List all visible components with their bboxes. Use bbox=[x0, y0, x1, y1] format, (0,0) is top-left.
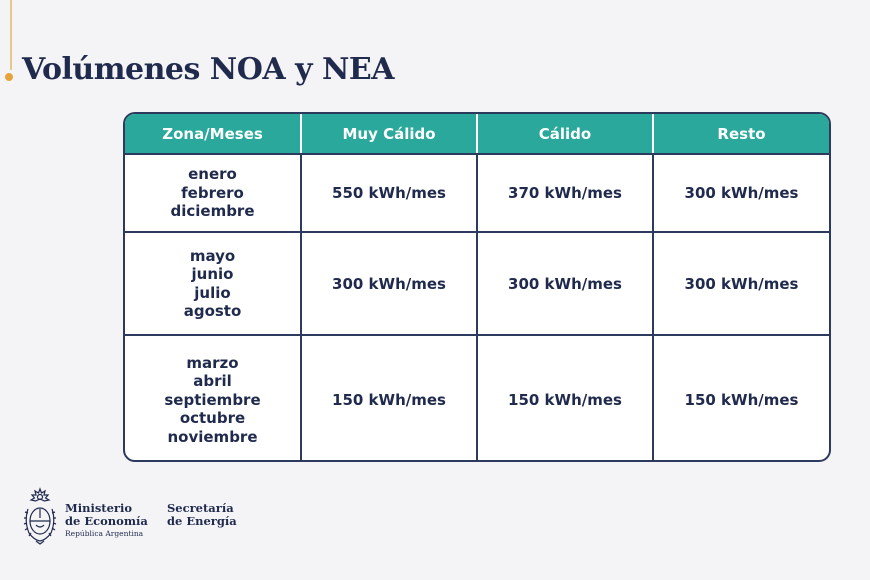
table-row bbox=[125, 232, 829, 335]
value-cell-resto: 300 kWh/mes bbox=[653, 232, 829, 335]
value-cell-resto: 300 kWh/mes bbox=[653, 154, 829, 232]
value-cell-muy-calido: 150 kWh/mes bbox=[301, 335, 477, 462]
argentina-coat-of-arms-icon bbox=[22, 487, 58, 547]
months-cell bbox=[125, 335, 301, 462]
value-cell-calido: 150 kWh/mes bbox=[477, 335, 653, 462]
month-label: julio bbox=[194, 283, 231, 302]
table-row bbox=[125, 335, 829, 462]
month-label: octubre bbox=[179, 409, 246, 428]
table-row bbox=[125, 154, 829, 232]
value-cell-resto: 150 kWh/mes bbox=[684, 391, 799, 409]
month-label: febrero bbox=[181, 183, 244, 202]
value-cell-calido: 300 kWh/mes bbox=[477, 232, 653, 335]
month-label: agosto bbox=[183, 302, 242, 320]
header-calido: Cálido bbox=[477, 114, 653, 154]
table-header-row bbox=[125, 114, 829, 154]
header-zona-meses: Zona/Meses bbox=[125, 114, 301, 154]
value-cell-calido: 370 kWh/mes bbox=[477, 154, 653, 232]
accent-line bbox=[10, 0, 12, 70]
month-label: septiembre bbox=[164, 390, 261, 409]
month-label: diciembre bbox=[170, 202, 255, 221]
value-cell-muy-calido: 550 kWh/mes bbox=[301, 154, 477, 232]
ministerio-line3: República Argentina bbox=[65, 529, 144, 538]
months-cell bbox=[125, 232, 301, 335]
month-label: marzo bbox=[186, 353, 239, 372]
consumption-table bbox=[123, 112, 831, 462]
header-resto: Resto bbox=[653, 114, 829, 154]
month-label: abril bbox=[193, 372, 232, 391]
page-title: Volúmenes NOA y NEA bbox=[22, 52, 395, 87]
secretaria-line1: Secretaría bbox=[167, 501, 234, 515]
header-muy-calido: Muy Cálido bbox=[301, 114, 477, 154]
ministerio-line1: Ministerio bbox=[65, 501, 133, 515]
month-label: enero bbox=[188, 165, 237, 184]
month-label: mayo bbox=[189, 246, 236, 265]
month-label: junio bbox=[191, 265, 234, 283]
value-cell-muy-calido: 300 kWh/mes bbox=[301, 232, 477, 335]
secretaria-line2: de Energía bbox=[167, 514, 237, 528]
secretaria-logo-text bbox=[167, 502, 237, 528]
ministerio-line2: de Economía bbox=[65, 514, 148, 528]
accent-dot bbox=[5, 73, 13, 81]
ministerio-logo-text bbox=[65, 502, 175, 539]
months-cell bbox=[125, 154, 301, 232]
month-label: noviembre bbox=[167, 427, 258, 446]
